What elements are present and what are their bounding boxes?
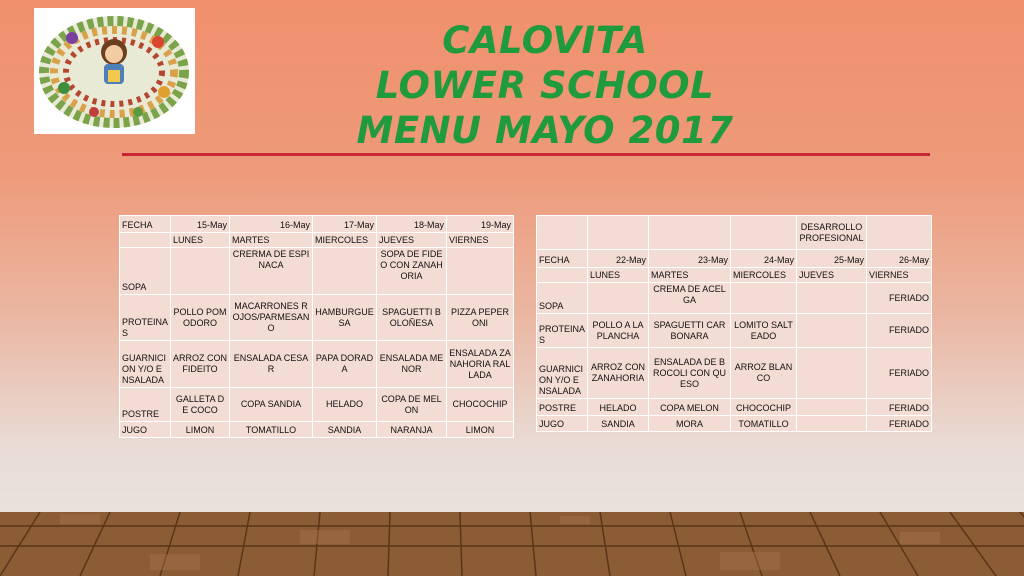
menu-cell — [171, 248, 230, 295]
day-cell — [120, 233, 171, 248]
date-cell: 15-May — [171, 216, 230, 233]
menu-cell: PIZZA PEPERONI — [447, 295, 514, 341]
empty-cell — [731, 216, 797, 250]
menu-cell — [797, 416, 867, 432]
title-line-3: MENU MAYO 2017 — [356, 109, 734, 152]
day-cell: JUEVES — [377, 233, 447, 248]
menu-cell: POLLO A LA PLANCHA — [588, 314, 649, 348]
day-cell: VIERNES — [447, 233, 514, 248]
day-cell: LUNES — [171, 233, 230, 248]
menu-cell: HELADO — [313, 388, 377, 422]
date-cell: 24-May — [731, 250, 797, 268]
table-row — [120, 422, 514, 438]
header-cell: FECHA — [120, 216, 171, 233]
day-cell: MARTES — [649, 268, 731, 283]
menu-cell: TOMATILLO — [731, 416, 797, 432]
menu-cell: ENSALADA ZANAHORIA RALLADA — [447, 341, 514, 388]
holiday-cell: FERIADO — [867, 314, 932, 348]
menu-cell: SANDIA — [588, 416, 649, 432]
menu-cell: CREMA DE ACELGA — [649, 283, 731, 314]
menu-cell: SANDIA — [313, 422, 377, 438]
menu-cell: CHOCOCHIP — [447, 388, 514, 422]
menu-cell — [797, 399, 867, 416]
table-row — [537, 416, 932, 432]
menu-cell: COPA MELON — [649, 399, 731, 416]
empty-cell — [867, 216, 932, 250]
date-cell: 26-May — [867, 250, 932, 268]
menu-cell — [313, 248, 377, 295]
menu-cell: GALLETA DE COCO — [171, 388, 230, 422]
holiday-cell: FERIADO — [867, 399, 932, 416]
note-cell: DESARROLLO PROFESIONAL — [797, 216, 867, 250]
empty-cell — [649, 216, 731, 250]
day-cell — [537, 268, 588, 283]
row-label: SOPA — [120, 248, 171, 295]
menu-cell: SOPA DE FIDEO CON ZANAHORIA — [377, 248, 447, 295]
day-cell: JUEVES — [797, 268, 867, 283]
menu-cell: HAMBURGUESA — [313, 295, 377, 341]
holiday-cell: FERIADO — [867, 283, 932, 314]
date-cell: 25-May — [797, 250, 867, 268]
menu-table-week-2 — [536, 215, 932, 432]
table-row — [120, 248, 514, 295]
table-row — [120, 341, 514, 388]
day-cell: VIERNES — [867, 268, 932, 283]
row-label: GUARNICION Y/O ENSALADA — [537, 348, 588, 399]
table-row — [120, 388, 514, 422]
row-label: POSTRE — [537, 399, 588, 416]
menu-cell: PAPA DORADA — [313, 341, 377, 388]
menu-cell: CHOCOCHIP — [731, 399, 797, 416]
day-cell: LUNES — [588, 268, 649, 283]
date-cell: 22-May — [588, 250, 649, 268]
wood-planks — [0, 512, 1024, 576]
title-line-1: CALOVITA — [442, 19, 648, 62]
menu-cell — [797, 348, 867, 399]
table-row — [120, 295, 514, 341]
day-cell: MIERCOLES — [313, 233, 377, 248]
menu-cell: ARROZ CON FIDEITO — [171, 341, 230, 388]
food-illustration-image — [34, 8, 195, 134]
menu-cell: POLLO POMODORO — [171, 295, 230, 341]
date-row — [537, 250, 932, 268]
menu-cell — [731, 283, 797, 314]
menu-cell: ARROZ CON ZANAHORIA — [588, 348, 649, 399]
menu-cell: MACARRONES ROJOS/PARMESANO — [230, 295, 313, 341]
menu-cell: HELADO — [588, 399, 649, 416]
menu-cell: CRERMA DE ESPINACA — [230, 248, 313, 295]
holiday-cell: FERIADO — [867, 348, 932, 399]
day-cell: MIERCOLES — [731, 268, 797, 283]
menu-cell: SPAGUETTI BOLOÑESA — [377, 295, 447, 341]
date-cell: 18-May — [377, 216, 447, 233]
row-label: SOPA — [537, 283, 588, 314]
menu-cell — [797, 314, 867, 348]
date-cell: 17-May — [313, 216, 377, 233]
table-row — [537, 348, 932, 399]
table-row — [537, 399, 932, 416]
menu-table-week-1 — [119, 215, 514, 438]
wood-floor — [0, 512, 1024, 576]
row-label: GUARNICION Y/O ENSALADA — [120, 341, 171, 388]
menu-cell: TOMATILLO — [230, 422, 313, 438]
menu-cell: ENSALADA MENOR — [377, 341, 447, 388]
menu-cell — [588, 283, 649, 314]
row-label: PROTEINAS — [120, 295, 171, 341]
calovita-logo — [34, 8, 195, 134]
table-row — [537, 314, 932, 348]
menu-cell: ENSALADA DE BROCOLI CON QUESO — [649, 348, 731, 399]
date-cell: 19-May — [447, 216, 514, 233]
day-row — [537, 268, 932, 283]
menu-cell: SPAGUETTI CARBONARA — [649, 314, 731, 348]
day-row — [120, 233, 514, 248]
page-title — [330, 18, 760, 153]
date-row — [120, 216, 514, 233]
table-row — [537, 283, 932, 314]
menu-cell: LIMON — [447, 422, 514, 438]
header-cell: FECHA — [537, 250, 588, 268]
title-divider — [122, 153, 930, 156]
date-cell: 16-May — [230, 216, 313, 233]
menu-cell: LIMON — [171, 422, 230, 438]
menu-cell: COPA DE MELON — [377, 388, 447, 422]
date-cell: 23-May — [649, 250, 731, 268]
note-row — [537, 216, 932, 250]
menu-cell: ARROZ BLANCO — [731, 348, 797, 399]
row-label: PROTEINAS — [537, 314, 588, 348]
title-line-2: LOWER SCHOOL — [375, 64, 715, 107]
row-label: JUGO — [120, 422, 171, 438]
empty-cell — [537, 216, 588, 250]
row-label: POSTRE — [120, 388, 171, 422]
menu-cell: LOMITO SALTEADO — [731, 314, 797, 348]
empty-cell — [588, 216, 649, 250]
menu-cell: COPA SANDIA — [230, 388, 313, 422]
menu-cell: ENSALADA CESAR — [230, 341, 313, 388]
holiday-cell: FERIADO — [867, 416, 932, 432]
menu-cell — [797, 283, 867, 314]
menu-cell — [447, 248, 514, 295]
day-cell: MARTES — [230, 233, 313, 248]
menu-cell: NARANJA — [377, 422, 447, 438]
menu-cell: MORA — [649, 416, 731, 432]
row-label: JUGO — [537, 416, 588, 432]
